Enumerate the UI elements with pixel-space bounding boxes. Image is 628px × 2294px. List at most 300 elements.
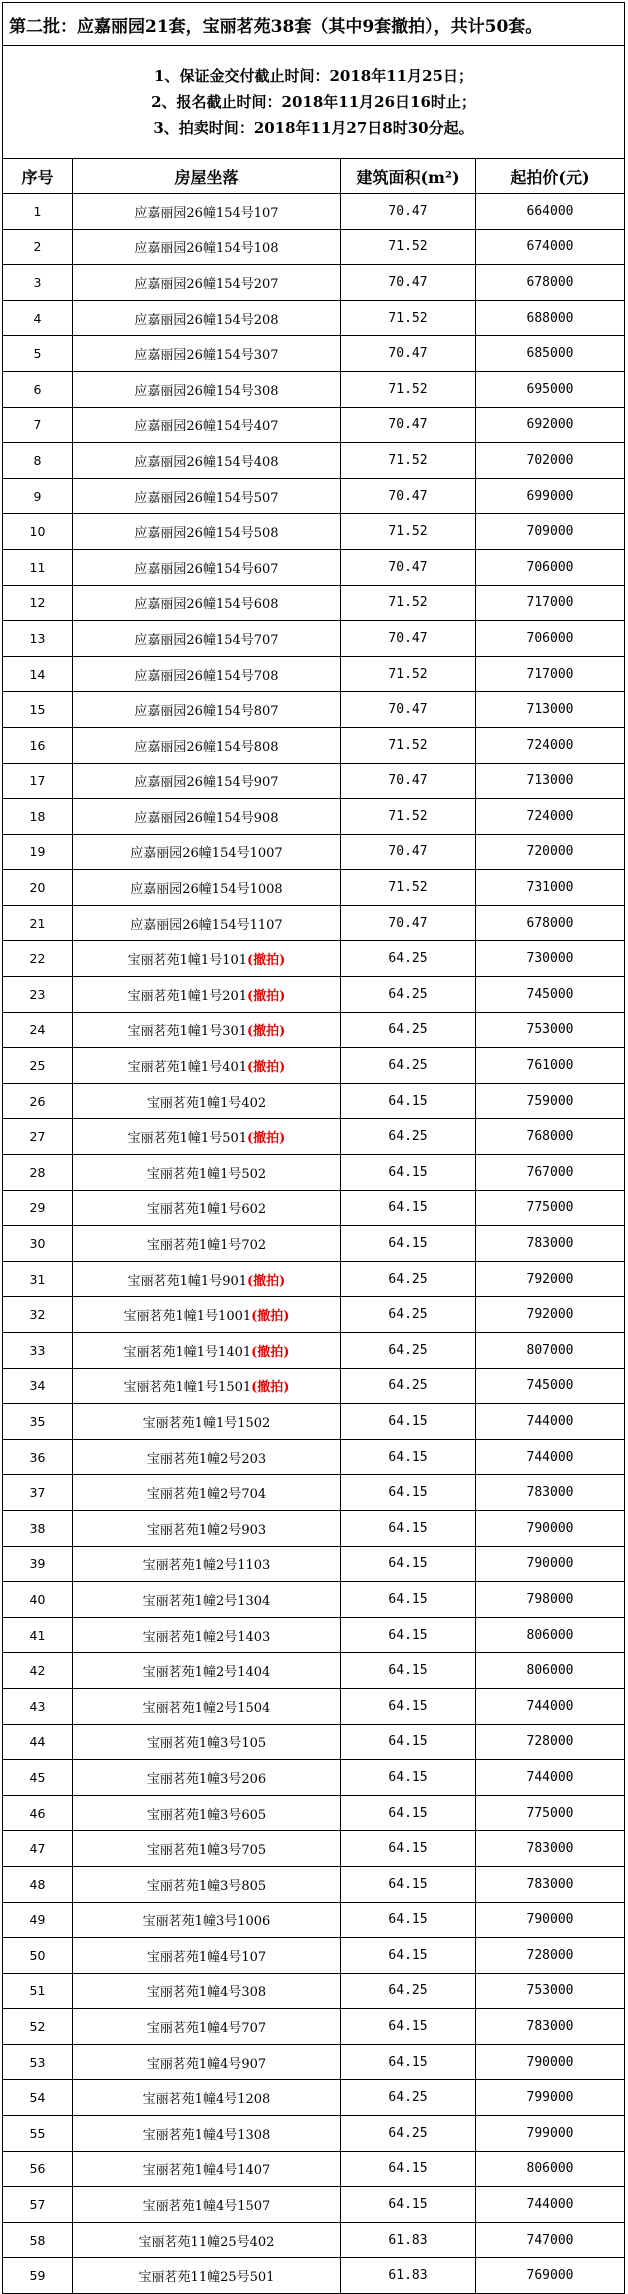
- note-deposit-deadline: 1、保证金交付截止时间：2018年11月25日；: [154, 67, 473, 85]
- table-row: [3, 371, 625, 407]
- row-area: 70.47: [341, 194, 476, 230]
- location-text: 宝丽茗苑1幢1号702: [146, 1238, 267, 1254]
- row-price: 767000: [476, 1155, 625, 1191]
- location-text: 应嘉丽园26幢154号208: [134, 312, 279, 328]
- table-row: [3, 1368, 625, 1404]
- location-text: 应嘉丽园26幢154号207: [134, 276, 279, 292]
- row-location: [73, 1795, 341, 1831]
- location-text: 宝丽茗苑1幢3号206: [146, 1771, 267, 1787]
- location-text: 宝丽茗苑1幢2号903: [146, 1522, 267, 1538]
- row-price: 730000: [476, 941, 625, 977]
- table-row: [3, 585, 625, 621]
- location-text: 应嘉丽园26幢154号108: [134, 241, 279, 257]
- row-number: 57: [3, 2187, 73, 2223]
- row-area: 64.25: [341, 941, 476, 977]
- row-price: 799000: [476, 2080, 625, 2116]
- row-area: 64.15: [341, 1546, 476, 1582]
- row-location: [73, 1190, 341, 1226]
- row-number: 52: [3, 2009, 73, 2045]
- table-row: [3, 1190, 625, 1226]
- row-area: 71.52: [341, 870, 476, 906]
- row-price: 678000: [476, 265, 625, 301]
- row-price: 799000: [476, 2116, 625, 2152]
- row-price: 731000: [476, 870, 625, 906]
- row-area: 71.52: [341, 229, 476, 265]
- row-price: 759000: [476, 1083, 625, 1119]
- row-number: 25: [3, 1048, 73, 1084]
- table-row: [3, 692, 625, 728]
- row-number: 29: [3, 1190, 73, 1226]
- table-row: [3, 1012, 625, 1048]
- row-location: [73, 478, 341, 514]
- auction-table: [2, 2, 625, 2294]
- location-text: 宝丽茗苑1幢3号105: [146, 1736, 267, 1752]
- table-row: [3, 1510, 625, 1546]
- row-price: 783000: [476, 1831, 625, 1867]
- row-price: 783000: [476, 1475, 625, 1511]
- table-row: [3, 1582, 625, 1618]
- row-area: 70.47: [341, 905, 476, 941]
- row-area: 71.52: [341, 727, 476, 763]
- row-area: 64.25: [341, 1368, 476, 1404]
- table-row: [3, 229, 625, 265]
- row-price: 761000: [476, 1048, 625, 1084]
- withdrawn-badge: (撤拍): [247, 1024, 286, 1040]
- location-text: 宝丽茗苑1幢4号907: [146, 2056, 267, 2072]
- row-number: 44: [3, 1724, 73, 1760]
- table-row: [3, 905, 625, 941]
- table-row: [3, 1333, 625, 1369]
- table-row: [3, 1902, 625, 1938]
- row-area: 64.15: [341, 1760, 476, 1796]
- row-number: 31: [3, 1261, 73, 1297]
- location-text: 应嘉丽园26幢154号407: [134, 419, 279, 435]
- row-price: 744000: [476, 1688, 625, 1724]
- row-area: 64.25: [341, 1973, 476, 2009]
- row-location: [73, 1297, 341, 1333]
- row-number: 21: [3, 905, 73, 941]
- row-location: [73, 2258, 341, 2294]
- table-row: [3, 2258, 625, 2294]
- row-price: 706000: [476, 621, 625, 657]
- table-row: [3, 1617, 625, 1653]
- location-text: 宝丽茗苑1幢3号705: [146, 1843, 267, 1859]
- row-number: 56: [3, 2151, 73, 2187]
- row-location: [73, 2151, 341, 2187]
- row-price: 798000: [476, 1582, 625, 1618]
- row-number: 13: [3, 621, 73, 657]
- row-number: 22: [3, 941, 73, 977]
- row-price: 706000: [476, 549, 625, 585]
- table-row: [3, 763, 625, 799]
- row-area: 64.15: [341, 1902, 476, 1938]
- location-text: 宝丽茗苑1幢1号1502: [142, 1415, 271, 1431]
- row-area: 70.47: [341, 407, 476, 443]
- header-row: [3, 159, 625, 194]
- row-area: 64.15: [341, 2187, 476, 2223]
- row-location: [73, 1261, 341, 1297]
- table-row: [3, 2187, 625, 2223]
- location-text: 宝丽茗苑1幢1号1401: [123, 1344, 252, 1360]
- row-price: 709000: [476, 514, 625, 550]
- row-number: 49: [3, 1902, 73, 1938]
- row-number: 54: [3, 2080, 73, 2116]
- row-price: 724000: [476, 727, 625, 763]
- location-text: 应嘉丽园26幢154号307: [134, 348, 279, 364]
- row-location: [73, 692, 341, 728]
- location-text: 宝丽茗苑1幢3号1006: [142, 1914, 271, 1930]
- table-row: [3, 1866, 625, 1902]
- location-text: 宝丽茗苑1幢1号301: [127, 1024, 248, 1040]
- row-location: [73, 514, 341, 550]
- withdrawn-badge: (撤拍): [247, 1131, 286, 1147]
- row-location: [73, 870, 341, 906]
- withdrawn-badge: (撤拍): [251, 1309, 290, 1325]
- column-header-no: 序号: [3, 159, 73, 194]
- row-location: [73, 2080, 341, 2116]
- table-row: [3, 1724, 625, 1760]
- row-area: 71.52: [341, 656, 476, 692]
- row-area: 61.83: [341, 2222, 476, 2258]
- row-location: [73, 1760, 341, 1796]
- row-price: 720000: [476, 834, 625, 870]
- table-row: [3, 1297, 625, 1333]
- row-number: 1: [3, 194, 73, 230]
- row-area: 70.47: [341, 265, 476, 301]
- row-price: 688000: [476, 300, 625, 336]
- row-number: 3: [3, 265, 73, 301]
- table-row: [3, 1048, 625, 1084]
- row-price: 717000: [476, 656, 625, 692]
- row-price: 783000: [476, 2009, 625, 2045]
- location-text: 宝丽茗苑11幢25号402: [138, 2234, 275, 2250]
- row-number: 14: [3, 656, 73, 692]
- row-location: [73, 1653, 341, 1689]
- row-area: 70.47: [341, 549, 476, 585]
- row-area: 71.52: [341, 514, 476, 550]
- row-area: 64.15: [341, 1510, 476, 1546]
- location-text: 应嘉丽园26幢154号508: [134, 526, 279, 542]
- table-row: [3, 265, 625, 301]
- table-row: [3, 1760, 625, 1796]
- table-row: [3, 1475, 625, 1511]
- row-area: 64.15: [341, 1083, 476, 1119]
- row-number: 16: [3, 727, 73, 763]
- row-location: [73, 407, 341, 443]
- location-text: 宝丽茗苑1幢4号707: [146, 2021, 267, 2037]
- withdrawn-badge: (撤拍): [247, 988, 286, 1004]
- row-number: 43: [3, 1688, 73, 1724]
- row-area: 64.25: [341, 2080, 476, 2116]
- row-location: [73, 1546, 341, 1582]
- table-row: [3, 407, 625, 443]
- row-price: 728000: [476, 1724, 625, 1760]
- row-price: 744000: [476, 1404, 625, 1440]
- row-number: 53: [3, 2044, 73, 2080]
- row-location: [73, 977, 341, 1013]
- table-row: [3, 656, 625, 692]
- row-number: 41: [3, 1617, 73, 1653]
- row-location: [73, 941, 341, 977]
- row-number: 36: [3, 1439, 73, 1475]
- row-number: 27: [3, 1119, 73, 1155]
- row-area: 70.47: [341, 692, 476, 728]
- row-location: [73, 763, 341, 799]
- row-number: 11: [3, 549, 73, 585]
- row-location: [73, 549, 341, 585]
- row-price: 664000: [476, 194, 625, 230]
- row-price: 745000: [476, 977, 625, 1013]
- row-location: [73, 2116, 341, 2152]
- location-text: 宝丽茗苑1幢1号402: [146, 1095, 267, 1111]
- location-text: 宝丽茗苑1幢4号1407: [142, 2163, 271, 2179]
- row-location: [73, 1582, 341, 1618]
- withdrawn-badge: (撤拍): [247, 1273, 286, 1289]
- row-area: 71.52: [341, 585, 476, 621]
- row-area: 64.25: [341, 977, 476, 1013]
- row-location: [73, 1119, 341, 1155]
- location-text: 应嘉丽园26幢154号1008: [130, 882, 283, 898]
- table-row: [3, 478, 625, 514]
- table-row: [3, 834, 625, 870]
- row-area: 64.25: [341, 2116, 476, 2152]
- location-text: 应嘉丽园26幢154号608: [134, 597, 279, 613]
- row-area: 64.15: [341, 1190, 476, 1226]
- row-price: 806000: [476, 1617, 625, 1653]
- row-number: 38: [3, 1510, 73, 1546]
- row-price: 695000: [476, 371, 625, 407]
- row-area: 70.47: [341, 834, 476, 870]
- row-location: [73, 1155, 341, 1191]
- table-row: [3, 443, 625, 479]
- location-text: 宝丽茗苑1幢4号1507: [142, 2199, 271, 2215]
- row-price: 702000: [476, 443, 625, 479]
- row-price: 775000: [476, 1190, 625, 1226]
- row-price: 790000: [476, 2044, 625, 2080]
- location-text: 宝丽茗苑1幢3号805: [146, 1878, 267, 1894]
- row-number: 32: [3, 1297, 73, 1333]
- location-text: 宝丽茗苑1幢1号201: [127, 988, 248, 1004]
- column-header-location: 房屋坐落: [73, 159, 341, 194]
- row-location: [73, 2044, 341, 2080]
- row-area: 70.47: [341, 478, 476, 514]
- row-number: 19: [3, 834, 73, 870]
- table-row: [3, 1653, 625, 1689]
- row-price: 699000: [476, 478, 625, 514]
- table-row: [3, 2009, 625, 2045]
- row-number: 5: [3, 336, 73, 372]
- location-text: 宝丽茗苑1幢4号1208: [142, 2092, 271, 2108]
- row-price: 713000: [476, 692, 625, 728]
- row-area: 64.15: [341, 1866, 476, 1902]
- row-location: [73, 1938, 341, 1974]
- location-text: 应嘉丽园26幢154号908: [134, 810, 279, 826]
- row-location: [73, 1973, 341, 2009]
- row-price: 744000: [476, 2187, 625, 2223]
- row-price: 744000: [476, 1760, 625, 1796]
- row-location: [73, 1368, 341, 1404]
- row-price: 790000: [476, 1510, 625, 1546]
- row-number: 58: [3, 2222, 73, 2258]
- table-row: [3, 727, 625, 763]
- row-price: 713000: [476, 763, 625, 799]
- row-area: 70.47: [341, 621, 476, 657]
- row-number: 24: [3, 1012, 73, 1048]
- row-location: [73, 905, 341, 941]
- table-row: [3, 336, 625, 372]
- table-row: [3, 1546, 625, 1582]
- location-text: 应嘉丽园26幢154号607: [134, 561, 279, 577]
- location-text: 应嘉丽园26幢154号808: [134, 739, 279, 755]
- table-row: [3, 514, 625, 550]
- row-number: 4: [3, 300, 73, 336]
- location-text: 宝丽茗苑1幢2号704: [146, 1487, 267, 1503]
- row-number: 47: [3, 1831, 73, 1867]
- row-number: 40: [3, 1582, 73, 1618]
- row-area: 64.15: [341, 1475, 476, 1511]
- location-text: 应嘉丽园26幢154号308: [134, 383, 279, 399]
- row-number: 17: [3, 763, 73, 799]
- row-location: [73, 1083, 341, 1119]
- row-number: 20: [3, 870, 73, 906]
- row-price: 790000: [476, 1546, 625, 1582]
- row-number: 12: [3, 585, 73, 621]
- row-number: 48: [3, 1866, 73, 1902]
- location-text: 应嘉丽园26幢154号107: [134, 205, 279, 221]
- table-row: [3, 2044, 625, 2080]
- row-location: [73, 1902, 341, 1938]
- row-area: 64.15: [341, 1439, 476, 1475]
- row-price: 807000: [476, 1333, 625, 1369]
- row-price: 806000: [476, 1653, 625, 1689]
- row-location: [73, 336, 341, 372]
- row-number: 6: [3, 371, 73, 407]
- row-location: [73, 443, 341, 479]
- row-area: 64.25: [341, 1297, 476, 1333]
- row-number: 34: [3, 1368, 73, 1404]
- table-row: [3, 2151, 625, 2187]
- row-location: [73, 1617, 341, 1653]
- location-text: 宝丽茗苑1幢2号1103: [142, 1558, 271, 1574]
- row-location: [73, 1439, 341, 1475]
- table-row: [3, 621, 625, 657]
- title-row: [3, 3, 625, 46]
- row-number: 51: [3, 1973, 73, 2009]
- table-row: [3, 1119, 625, 1155]
- row-number: 33: [3, 1333, 73, 1369]
- row-area: 64.15: [341, 1795, 476, 1831]
- withdrawn-badge: (撤拍): [251, 1344, 290, 1360]
- row-location: [73, 1866, 341, 1902]
- row-number: 23: [3, 977, 73, 1013]
- batch-title: 第二批：应嘉丽园21套，宝丽茗苑38套（其中9套撤拍），共计50套。: [3, 3, 625, 46]
- row-number: 50: [3, 1938, 73, 1974]
- row-number: 35: [3, 1404, 73, 1440]
- row-price: 744000: [476, 1439, 625, 1475]
- row-area: 64.15: [341, 1617, 476, 1653]
- row-price: 685000: [476, 336, 625, 372]
- row-number: 45: [3, 1760, 73, 1796]
- table-row: [3, 1261, 625, 1297]
- row-number: 59: [3, 2258, 73, 2294]
- withdrawn-badge: (撤拍): [247, 953, 286, 969]
- table-row: [3, 300, 625, 336]
- location-text: 应嘉丽园26幢154号708: [134, 668, 279, 684]
- location-text: 宝丽茗苑1幢1号602: [146, 1202, 267, 1218]
- row-price: 717000: [476, 585, 625, 621]
- location-text: 应嘉丽园26幢154号707: [134, 632, 279, 648]
- row-price: 674000: [476, 229, 625, 265]
- row-location: [73, 2222, 341, 2258]
- location-text: 宝丽茗苑1幢1号502: [146, 1166, 267, 1182]
- row-price: 747000: [476, 2222, 625, 2258]
- row-location: [73, 371, 341, 407]
- table-row: [3, 1938, 625, 1974]
- table-row: [3, 941, 625, 977]
- note-auction-time: 3、拍卖时间：2018年11月27日8时30分起。: [153, 119, 474, 137]
- location-text: 宝丽茗苑1幢2号1304: [142, 1593, 271, 1609]
- row-area: 70.47: [341, 763, 476, 799]
- row-area: 64.25: [341, 1261, 476, 1297]
- table-row: [3, 977, 625, 1013]
- table-row: [3, 1226, 625, 1262]
- location-text: 宝丽茗苑1幢1号401: [127, 1060, 248, 1076]
- row-price: 783000: [476, 1226, 625, 1262]
- table-row: [3, 194, 625, 230]
- notes-row: [3, 46, 625, 159]
- row-price: 769000: [476, 2258, 625, 2294]
- location-text: 应嘉丽园26幢154号1007: [130, 846, 283, 862]
- row-area: 64.15: [341, 1688, 476, 1724]
- row-number: 7: [3, 407, 73, 443]
- row-location: [73, 1333, 341, 1369]
- row-area: 64.15: [341, 1653, 476, 1689]
- row-price: 792000: [476, 1261, 625, 1297]
- row-area: 71.52: [341, 799, 476, 835]
- column-header-price: 起拍价(元): [476, 159, 625, 194]
- location-text: 宝丽茗苑1幢1号501: [127, 1131, 248, 1147]
- row-price: 790000: [476, 1902, 625, 1938]
- row-location: [73, 229, 341, 265]
- location-text: 宝丽茗苑1幢2号1403: [142, 1629, 271, 1645]
- row-number: 30: [3, 1226, 73, 1262]
- row-area: 70.47: [341, 336, 476, 372]
- row-price: 768000: [476, 1119, 625, 1155]
- row-number: 8: [3, 443, 73, 479]
- location-text: 应嘉丽园26幢154号507: [134, 490, 279, 506]
- row-location: [73, 2009, 341, 2045]
- row-location: [73, 1831, 341, 1867]
- row-number: 10: [3, 514, 73, 550]
- table-row: [3, 1155, 625, 1191]
- row-area: 64.25: [341, 1119, 476, 1155]
- location-text: 应嘉丽园26幢154号408: [134, 454, 279, 470]
- location-text: 应嘉丽园26幢154号1107: [130, 917, 283, 933]
- table-body: [3, 3, 625, 2294]
- row-number: 46: [3, 1795, 73, 1831]
- row-price: 775000: [476, 1795, 625, 1831]
- row-number: 42: [3, 1653, 73, 1689]
- row-area: 71.52: [341, 371, 476, 407]
- row-number: 39: [3, 1546, 73, 1582]
- row-price: 783000: [476, 1866, 625, 1902]
- row-number: 9: [3, 478, 73, 514]
- location-text: 宝丽茗苑1幢4号107: [146, 1949, 267, 1965]
- row-location: [73, 1724, 341, 1760]
- row-area: 64.15: [341, 1404, 476, 1440]
- row-location: [73, 194, 341, 230]
- row-location: [73, 1510, 341, 1546]
